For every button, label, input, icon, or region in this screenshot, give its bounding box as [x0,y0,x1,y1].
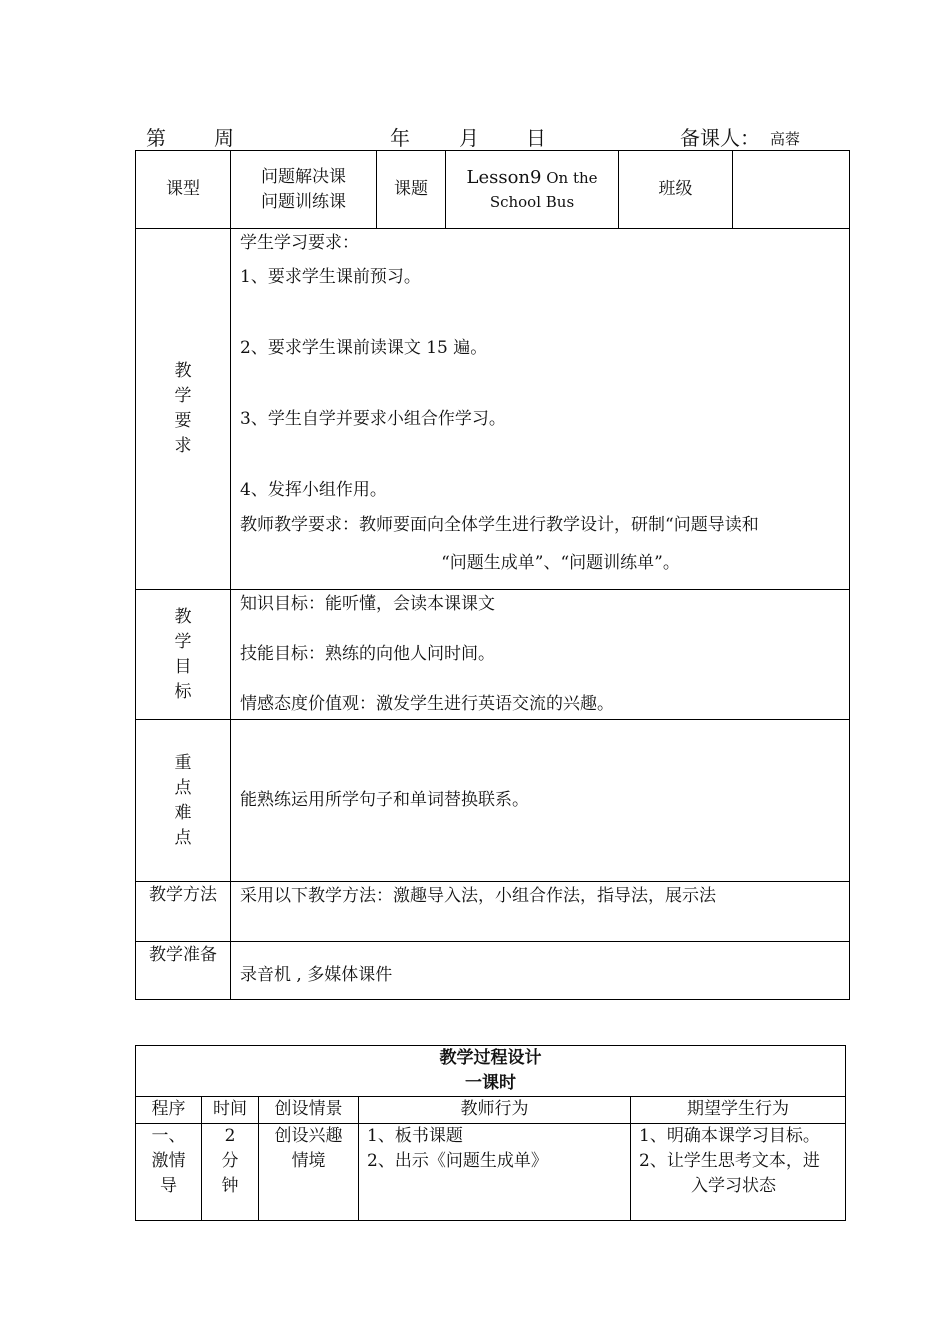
cell-student: 1、明确本课学习目标。 2、让学生思考文本，进 入学习状态 [631,1124,846,1221]
col-header-time: 时间 [202,1097,259,1124]
plan-row-requirements [136,229,850,590]
keypoints-label: 重 点 难 点 [136,720,231,882]
process-header-row [136,1097,846,1124]
col-header-procedure: 程序 [136,1097,202,1124]
process-row [136,1124,846,1221]
lesson-plan-table [135,150,850,1000]
cell-time: 2 分 钟 [202,1124,259,1221]
day-label: 日 [526,126,546,150]
requirements-label: 教 学 要 求 [136,229,231,590]
week-suffix: 周 [214,126,234,150]
keypoints-content: 能熟练运用所学句子和单词替换联系。 [231,720,850,882]
month-label: 月 [459,126,479,150]
method-content: 采用以下教学方法：激趣导入法，小组合作法，指导法，展示法 [231,882,850,942]
teacher-req-line2: “问题生成单”、“问题训练单”。 [441,553,680,573]
goals-content [231,590,850,720]
process-title-cell [136,1046,846,1097]
plan-row-method [136,882,850,942]
student-req-4: 4、发挥小组作用。 [240,480,387,500]
goal-skill: 技能目标：熟练的向他人问时间。 [240,644,495,664]
topic-value [446,151,619,229]
prep-content: 录音机 , 多媒体课件 [231,942,850,1000]
course-type-line1: 问题解决课 [261,166,346,187]
course-type-line2: 问题训练课 [261,191,346,212]
topic-line1-rest: On the [541,168,598,187]
col-header-teacher: 教师行为 [359,1097,631,1124]
process-subtitle: 一课时 [465,1073,517,1093]
process-title-row [136,1046,846,1097]
plan-row-keypoints [136,720,850,882]
teacher-req-line1: 教师教学要求：教师要面向全体学生进行教学设计，研制“问题导读和 [240,515,759,535]
preparer-label: 备课人： [680,126,760,150]
header-line [146,122,846,152]
process-title: 教学过程设计 [439,1048,542,1068]
cell-teacher: 1、板书课题 2、出示《问题生成单》 [359,1124,631,1221]
goals-label: 教 学 目 标 [136,590,231,720]
plan-row-header [136,151,850,229]
topic-lesson-number: Lesson9 [466,166,542,188]
class-label: 班级 [619,151,733,229]
course-type-label: 课型 [136,151,231,229]
col-header-student: 期望学生行为 [631,1097,846,1124]
topic-label: 课题 [377,151,446,229]
goal-attitude: 情感态度价值观：激发学生进行英语交流的兴趣。 [240,694,614,714]
student-req-title: 学生学习要求： [240,233,359,253]
class-value [733,151,850,229]
plan-row-goals [136,590,850,720]
student-req-1: 1、要求学生课前预习。 [240,267,421,287]
year-label: 年 [390,126,410,150]
week-prefix: 第 [146,126,166,150]
preparer-name: 高蓉 [770,130,801,148]
student-req-3: 3、学生自学并要求小组合作学习。 [240,409,506,429]
cell-procedure: 一、 激情 导 [136,1124,202,1221]
student-req-2: 2、要求学生课前读课文 15 遍。 [240,338,488,358]
teaching-process-table [135,1045,846,1221]
topic-line2: School Bus [489,192,575,211]
plan-row-prep [136,942,850,1000]
course-type-value [231,151,377,229]
cell-scenario: 创设兴趣 情境 [259,1124,359,1221]
prep-label: 教学准备 [136,942,231,1000]
goal-knowledge: 知识目标：能听懂，会读本课课文 [240,594,495,614]
requirements-content [231,229,850,590]
col-header-scenario: 创设情景 [259,1097,359,1124]
method-label: 教学方法 [136,882,231,942]
